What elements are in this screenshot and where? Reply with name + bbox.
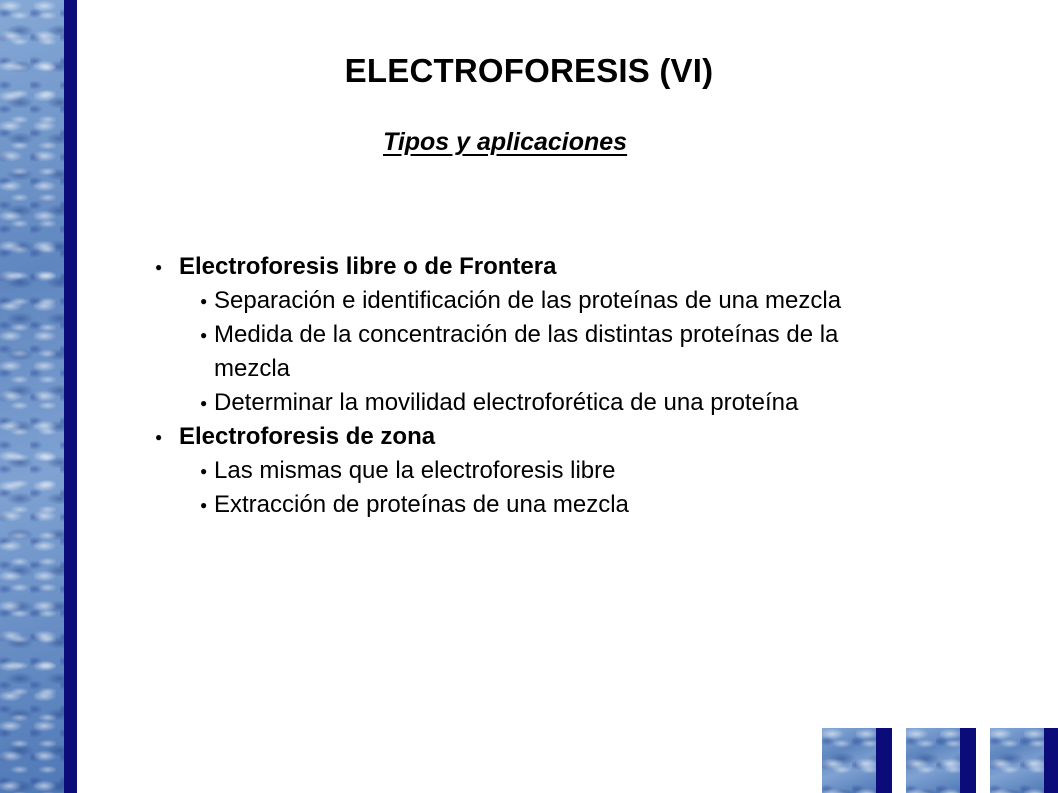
- sub-list-item: [200, 386, 895, 420]
- sub-list-item: [200, 454, 895, 488]
- sub-list-item-text: Extracción de proteínas de una mezcla: [214, 491, 629, 518]
- decorative-corner-tile: [906, 728, 976, 793]
- sub-list-item-text: Determinar la movilidad electroforética de una proteína: [214, 389, 799, 416]
- bullet-icon: ●: [155, 260, 163, 274]
- sub-list-item: [200, 318, 895, 386]
- bullet-icon: ●: [200, 498, 208, 512]
- decorative-navy-bar: [64, 0, 77, 793]
- list-item-label: Electroforesis de zona: [179, 423, 436, 450]
- sub-list-item: [200, 488, 895, 522]
- bullet-icon: ●: [200, 328, 208, 342]
- slide-subtitle: Tipos y aplicaciones: [383, 128, 628, 156]
- list-item: [155, 250, 895, 284]
- sub-list-item-text: Las mismas que la electroforesis libre: [214, 457, 616, 484]
- bullet-list: [155, 250, 895, 522]
- bullet-icon: ●: [200, 464, 208, 478]
- decorative-corner-tile: [822, 728, 892, 793]
- bullet-icon: ●: [200, 294, 208, 308]
- list-item: [155, 420, 895, 454]
- bullet-icon: ●: [200, 396, 208, 410]
- decorative-water-strip: [0, 0, 64, 793]
- sub-list-item-text: Medida de la concentración de las distintas proteínas de la mezcla: [214, 321, 839, 382]
- list-item-label: Electroforesis libre o de Frontera: [179, 253, 557, 280]
- slide-title: ELECTROFORESIS (VI): [344, 52, 714, 89]
- sub-list-item-text: Separación e identificación de las proteínas de una mezcla: [214, 287, 842, 314]
- sub-list-item: [200, 284, 895, 318]
- decorative-corner-tile: [990, 728, 1058, 793]
- bullet-icon: ●: [155, 430, 163, 444]
